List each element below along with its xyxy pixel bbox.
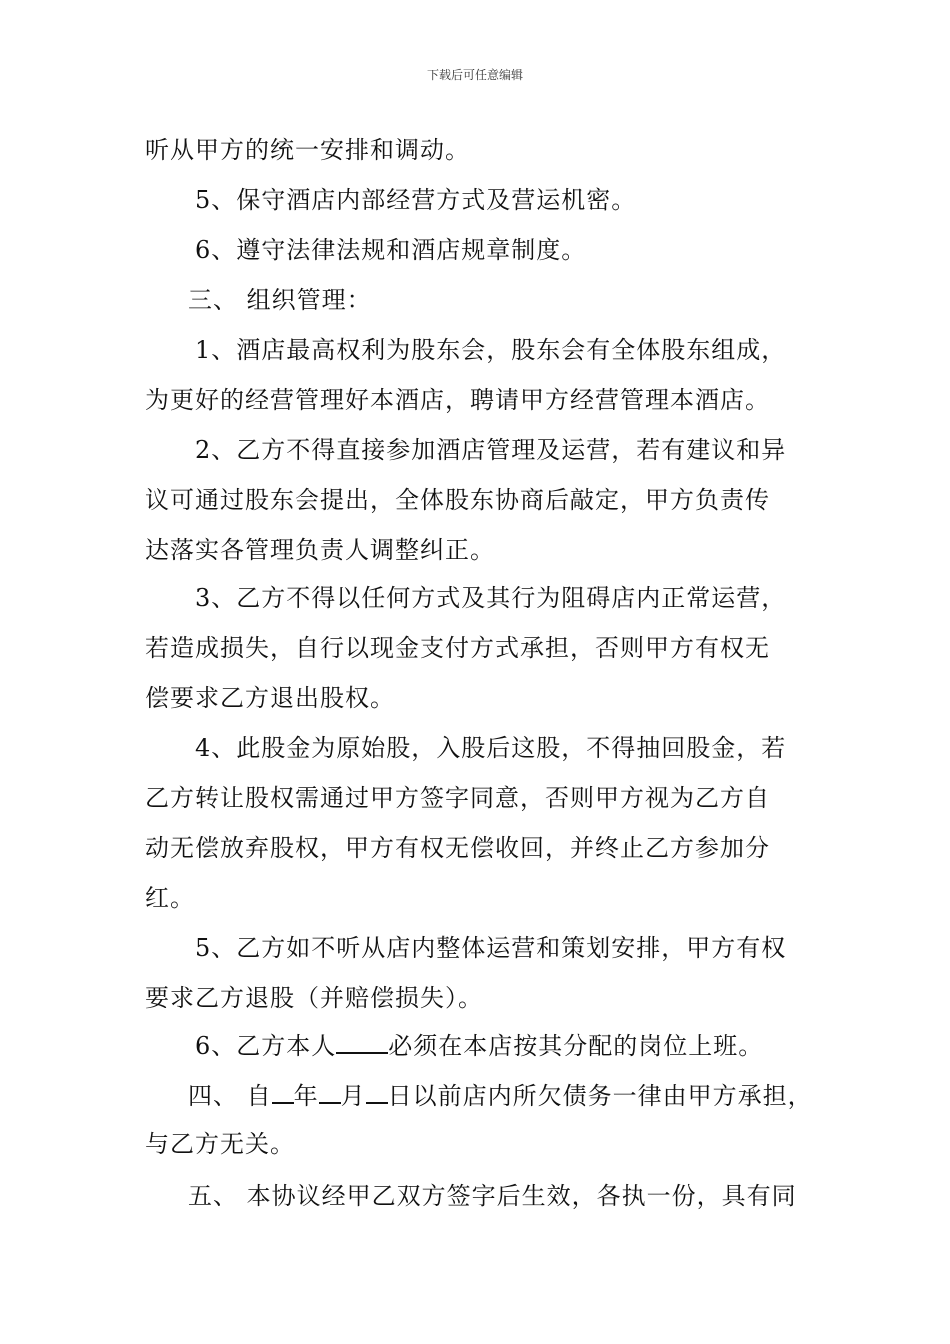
- paragraph-line: [195, 1030, 763, 1062]
- line-text: 四、 自: [188, 1082, 272, 1110]
- fill-in-blank: [366, 1080, 388, 1104]
- section-heading: [188, 1080, 813, 1112]
- paragraph-line: 6、遵守法律法规和酒店规章制度。: [195, 236, 587, 264]
- paragraph-line: 听从甲方的统一安排和调动。: [145, 136, 470, 164]
- paragraph-line: 红。: [145, 884, 195, 912]
- paragraph-line: 议可通过股东会提出，全体股东协商后敲定，甲方负责传: [145, 486, 770, 514]
- line-text: 必须在本店按其分配的岗位上班。: [388, 1032, 764, 1060]
- paragraph-line: 与乙方无关。: [145, 1130, 295, 1158]
- paragraph-line: 要求乙方退股（并赔偿损失）。: [145, 984, 483, 1012]
- line-text: 6、乙方本人: [195, 1032, 337, 1060]
- line-text: 月: [340, 1082, 366, 1110]
- paragraph-line: 5、保守酒店内部经营方式及营运机密。: [195, 186, 637, 214]
- section-heading: 三、 组织管理：: [188, 286, 372, 314]
- fill-in-blank: [319, 1080, 341, 1104]
- line-text: 年: [293, 1082, 319, 1110]
- section-heading: 五、 本协议经甲乙双方签字后生效，各执一份，具有同: [188, 1182, 797, 1210]
- fill-in-blank: [272, 1080, 294, 1104]
- paragraph-line: 若造成损失，自行以现金支付方式承担，否则甲方有权无: [145, 634, 770, 662]
- fill-in-blank: [336, 1030, 388, 1054]
- paragraph-line: 5、乙方如不听从店内整体运营和策划安排，甲方有权: [195, 934, 787, 962]
- paragraph-line: 动无偿放弃股权，甲方有权无偿收回，并终止乙方参加分: [145, 834, 770, 862]
- paragraph-line: 乙方转让股权需通过甲方签字同意，否则甲方视为乙方自: [145, 784, 770, 812]
- paragraph-line: 2、乙方不得直接参加酒店管理及运营，若有建议和异: [195, 436, 787, 464]
- paragraph-line: 偿要求乙方退出股权。: [145, 684, 395, 712]
- paragraph-line: 4、此股金为原始股，入股后这股，不得抽回股金，若: [195, 734, 787, 762]
- paragraph-line: 为更好的经营管理好本酒店，聘请甲方经营管理本酒店。: [145, 386, 770, 414]
- line-text: 日以前店内所欠债务一律由甲方承担，: [387, 1082, 813, 1110]
- paragraph-line: 达落实各管理负责人调整纠正。: [145, 536, 495, 564]
- page-header: 下载后可任意编辑: [426, 68, 523, 82]
- paragraph-line: 3、乙方不得以任何方式及其行为阻碍店内正常运营，: [195, 584, 787, 612]
- paragraph-line: 1、酒店最高权利为股东会，股东会有全体股东组成，: [195, 336, 787, 364]
